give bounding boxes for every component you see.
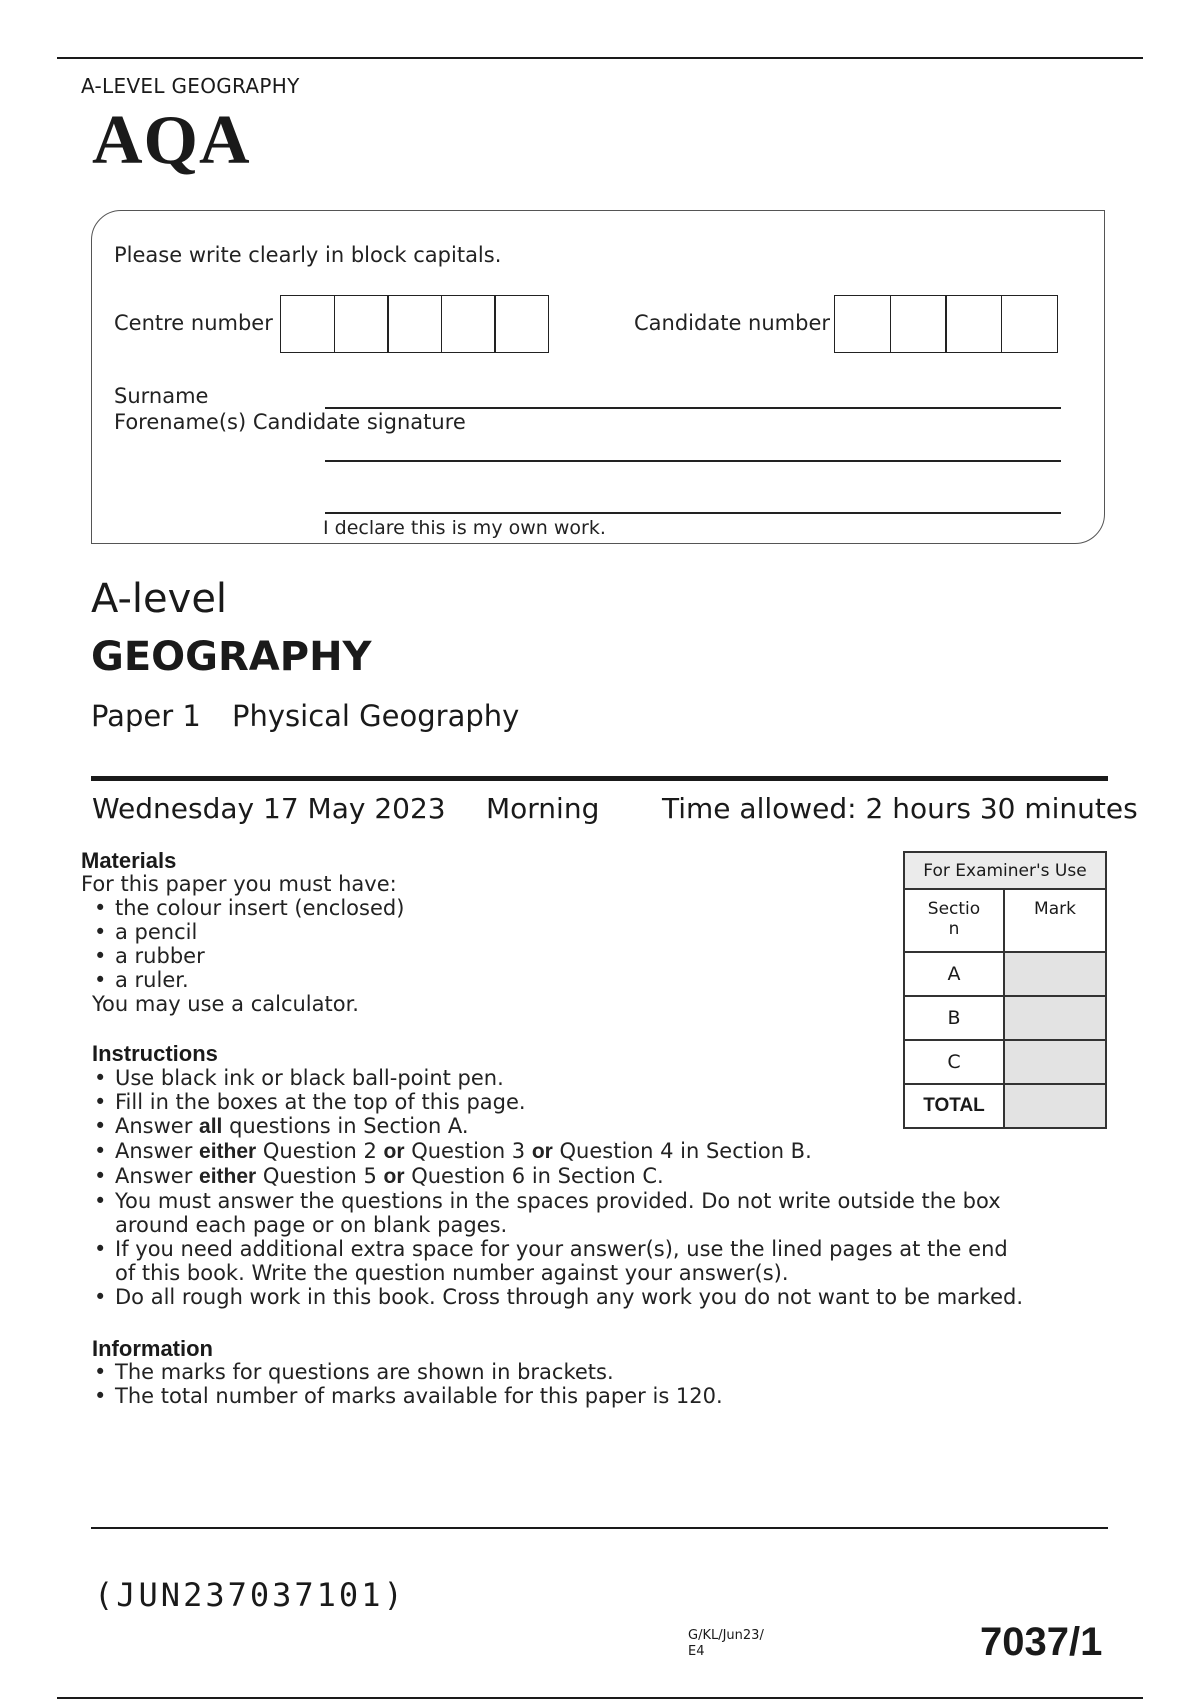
candidate-number-digit-box[interactable]: [890, 295, 947, 353]
materials-heading: Materials: [81, 848, 177, 873]
reference-code: G/KL/Jun23/ E4: [688, 1628, 764, 1659]
list-item: • Answer all questions in Section A.: [94, 1114, 469, 1138]
table-row: [904, 1040, 1106, 1084]
header-subject: A-LEVEL GEOGRAPHY: [81, 74, 300, 98]
total-label: TOTAL: [904, 1084, 1004, 1128]
exam-date: Wednesday 17 May 2023: [92, 792, 446, 825]
list-item: • If you need additional extra space for your answer(s), use the lined pages at the end of this book. Write the question number against your answer(s).: [94, 1237, 1008, 1285]
bottom-rule: [57, 1697, 1143, 1699]
candidate-number-digit-box[interactable]: [834, 295, 891, 353]
list-item: • a pencil: [94, 920, 198, 944]
candidate-number-digit-box[interactable]: [945, 295, 1002, 353]
instructions-heading: Instructions: [92, 1041, 218, 1066]
table-row: [904, 952, 1106, 996]
barcode-text: (JUN237037101): [94, 1576, 406, 1614]
list-item: • the colour insert (enclosed): [94, 896, 405, 920]
signature-line[interactable]: [325, 512, 1061, 514]
list-item: • Use black ink or black ball-point pen.: [94, 1066, 504, 1090]
calculator-note: You may use a calculator.: [92, 992, 359, 1016]
centre-number-digit-box[interactable]: [280, 295, 335, 353]
centre-number-digit-box[interactable]: [441, 295, 496, 353]
candidate-number-label: Candidate number: [634, 311, 830, 335]
examiners-use-title: For Examiner's Use: [904, 852, 1106, 889]
centre-number-digit-box[interactable]: [494, 295, 549, 353]
forenames-signature-label: Forename(s) Candidate signature: [114, 410, 466, 434]
list-item: • a ruler.: [94, 968, 189, 992]
qualification-level: A-level: [91, 576, 228, 622]
list-item: • Answer either Question 5 or Question 6 in Section C.: [94, 1164, 664, 1188]
list-item: • Do all rough work in this book. Cross through any work you do not want to be marked.: [94, 1285, 1024, 1309]
centre-number-digit-box[interactable]: [387, 295, 442, 353]
block-capitals-instruction: Please write clearly in block capitals.: [114, 243, 502, 267]
section-cell: A: [904, 952, 1004, 996]
materials-list: [92, 896, 404, 992]
declaration-text: I declare this is my own work.: [323, 517, 606, 539]
list-item: • The marks for questions are shown in brackets.: [94, 1360, 614, 1384]
list-item: • You must answer the questions in the spaces provided. Do not write outside the box around each page or on blank pages.: [94, 1189, 1001, 1237]
footer-rule: [91, 1527, 1108, 1529]
time-allowed: Time allowed: 2 hours 30 minutes: [662, 792, 1138, 825]
list-item: • Answer either Question 2 or Question 3 or Question 4 in Section B.: [94, 1139, 812, 1163]
list-item: • The total number of marks available for this paper is 120.: [94, 1384, 723, 1408]
list-item: • Fill in the boxes at the top of this page.: [94, 1090, 526, 1114]
candidate-number-digit-box[interactable]: [1001, 295, 1058, 353]
examiners-use-table: [903, 851, 1107, 1129]
list-item: • a rubber: [94, 944, 205, 968]
instructions-list: [92, 1066, 1023, 1309]
mark-column-header: Mark: [1004, 889, 1106, 952]
section-cell: C: [904, 1040, 1004, 1084]
paper-code: 7037/1: [980, 1620, 1103, 1664]
centre-number-label: Centre number: [114, 311, 273, 335]
centre-number-boxes[interactable]: [280, 295, 548, 353]
top-rule: [57, 57, 1143, 59]
mark-cell: [1004, 996, 1106, 1040]
title-thick-rule: [91, 776, 1108, 781]
aqa-logo: AQA: [92, 102, 251, 179]
section-cell: B: [904, 996, 1004, 1040]
centre-number-digit-box[interactable]: [334, 295, 389, 353]
section-column-header: Sectio n: [904, 889, 1004, 952]
paper-title: Physical Geography: [232, 699, 520, 733]
total-mark-cell: [1004, 1084, 1106, 1128]
forenames-line[interactable]: [325, 460, 1061, 462]
subject-title: GEOGRAPHY: [91, 634, 372, 680]
table-row: [904, 1084, 1106, 1128]
information-heading: Information: [92, 1336, 213, 1361]
table-row: [904, 996, 1106, 1040]
surname-label: Surname: [114, 384, 209, 408]
information-list: [92, 1360, 723, 1408]
mark-cell: [1004, 952, 1106, 996]
materials-intro: For this paper you must have:: [81, 872, 397, 896]
surname-line[interactable]: [325, 407, 1061, 409]
candidate-number-boxes[interactable]: [834, 295, 1056, 353]
exam-session: Morning: [486, 792, 600, 825]
mark-cell: [1004, 1040, 1106, 1084]
paper-number: Paper 1: [91, 699, 201, 733]
